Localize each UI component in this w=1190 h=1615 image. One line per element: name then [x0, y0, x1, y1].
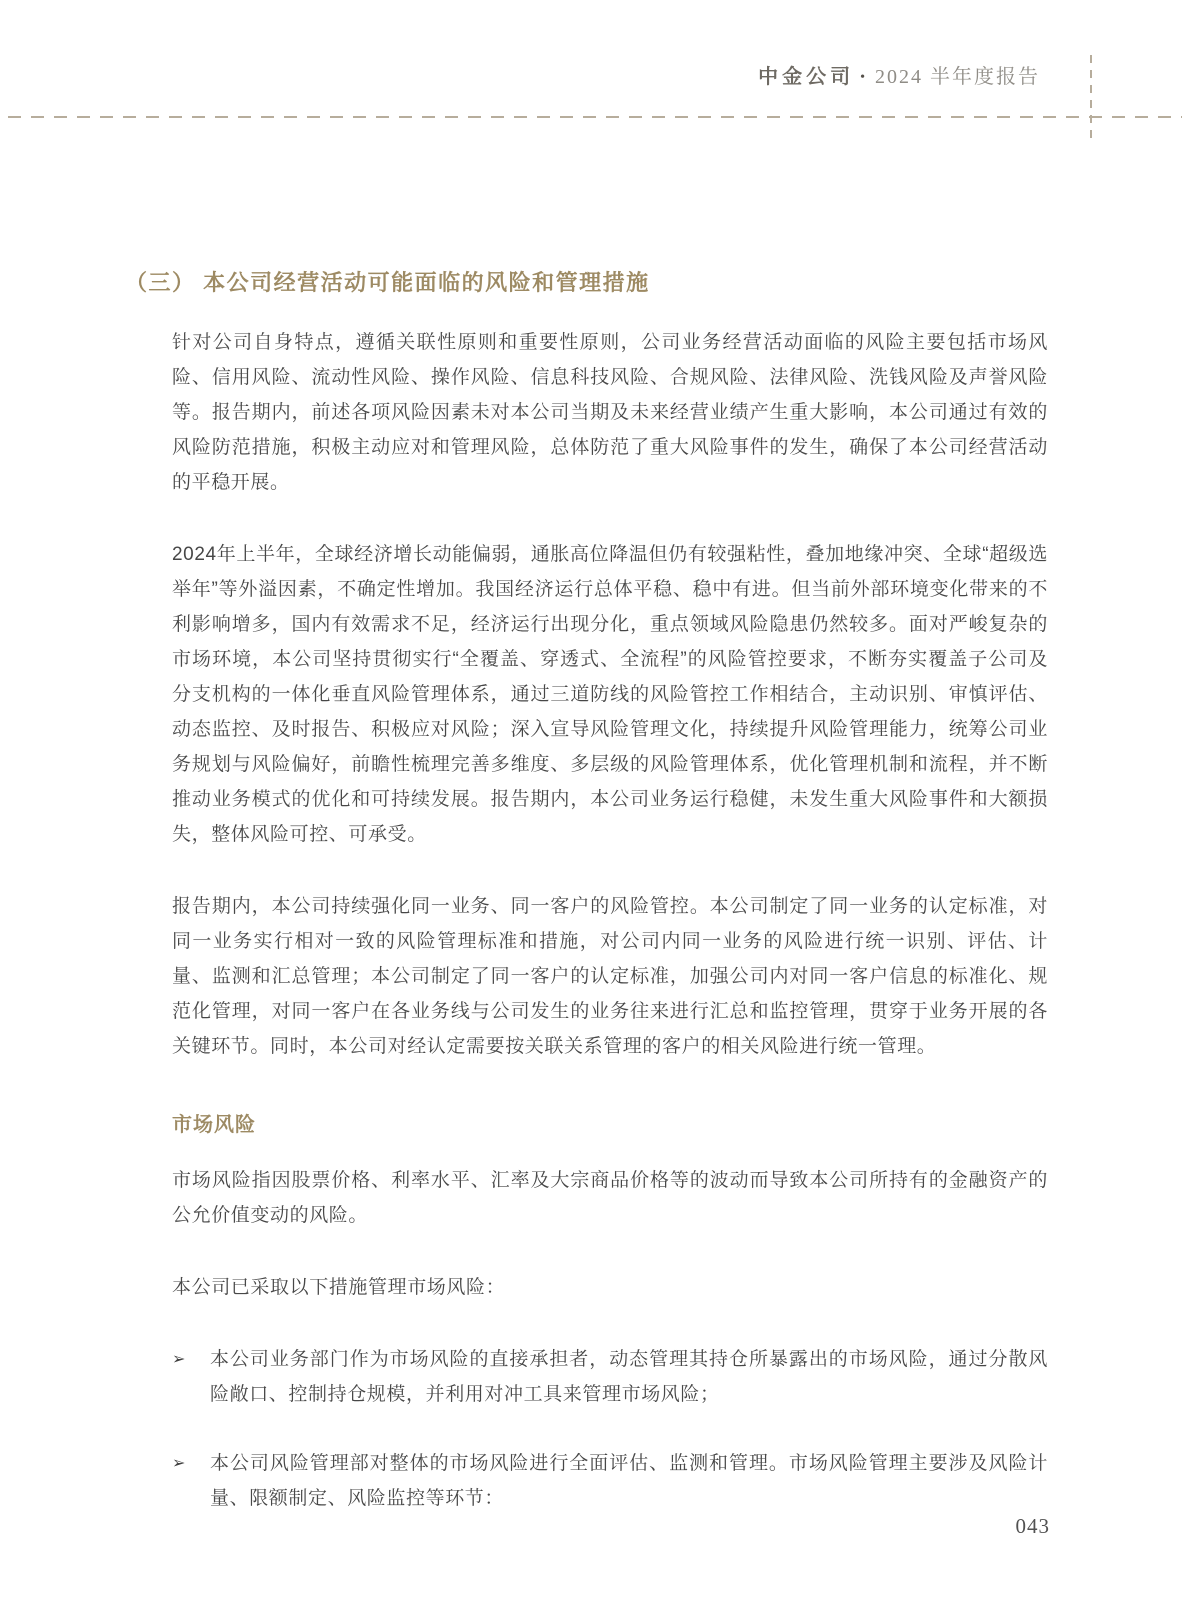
paragraph: 针对公司自身特点，遵循关联性原则和重要性原则，公司业务经营活动面临的风险主要包括市场风险、信用风险、流动性风险、操作风险、信息科技风险、合规风险、法律风险、洗钱风险及声誉风险等。报告期内，前述各项风险因素未对本公司当期及未来经营业绩产生重大影响，本公司通过有效的风险防范措施，积极主动应对和管理风险，总体防范了重大风险事件的发生，确保了本公司经营活动的平稳开展。: [172, 332, 1048, 493]
bullet-item: [172, 1446, 1048, 1516]
company-name: 中金公司: [758, 66, 855, 88]
bullet-separator-icon: •: [860, 70, 865, 85]
report-title: 2024 半年度报告: [875, 66, 1040, 88]
subsection-heading: 市场风险: [172, 1114, 256, 1136]
arrowhead-bullet-icon: ➢: [172, 1351, 186, 1368]
paragraph: 市场风险指因股票价格、利率水平、汇率及大宗商品价格等的波动而导致本公司所持有的金融资产的公允价值变动的风险。: [172, 1170, 1048, 1226]
bullet-text: 本公司业务部门作为市场风险的直接承担者，动态管理其持仓所暴露出的市场风险，通过分散风险敞口、控制持仓规模，并利用对冲工具来管理市场风险；: [210, 1349, 1048, 1405]
paragraph: 本公司已采取以下措施管理市场风险：: [172, 1277, 506, 1298]
paragraph: 报告期内，本公司持续强化同一业务、同一客户的风险管控。本公司制定了同一业务的认定标准，对同一业务实行相对一致的风险管理标准和措施，对公司内同一业务的风险进行统一识别、评估、计量、监测和汇总管理；本公司制定了同一客户的认定标准，加强公司内对同一客户信息的标准化、规范化管理，对同一客户在各业务线与公司发生的业务往来进行汇总和监控管理，贯穿于业务开展的各关键环节。同时，本公司对经认定需要按关联关系管理的客户的相关风险进行统一管理。: [172, 896, 1048, 1057]
vertical-dashed-divider: [1090, 55, 1092, 143]
section-heading: （三） 本公司经营活动可能面临的风险和管理措施: [125, 270, 650, 295]
arrowhead-bullet-icon: ➢: [172, 1455, 186, 1472]
paragraph: 2024年上半年，全球经济增长动能偏弱，通胀高位降温但仍有较强粘性，叠加地缘冲突、全球“超级选举年”等外溢因素，不确定性增加。我国经济运行总体平稳、稳中有进。但当前外部环境变化带来的不利影响增多，国内有效需求不足，经济运行出现分化，重点领域风险隐患仍然较多。面对严峻复杂的市场环境，本公司坚持贯彻实行“全覆盖、穿透式、全流程”的风险管控要求，不断夯实覆盖子公司及分支机构的一体化垂直风险管理体系，通过三道防线的风险管控工作相结合，主动识别、审慎评估、动态监控、及时报告、积极应对风险；深入宣导风险管理文化，持续提升风险管理能力，统筹公司业务规划与风险偏好，前瞻性梳理完善多维度、多层级的风险管理体系，优化管理机制和流程，并不断推动业务模式的优化和可持续发展。报告期内，本公司业务运行稳健，未发生重大风险事件和大额损失，整体风险可控、可承受。: [172, 544, 1048, 845]
bullet-item: [172, 1342, 1048, 1412]
page-number: 043: [1015, 1514, 1050, 1538]
bullet-text: 本公司风险管理部对整体的市场风险进行全面评估、监测和管理。市场风险管理主要涉及风险计量、限额制定、风险监控等环节：: [210, 1453, 1048, 1509]
main-content: [125, 266, 1048, 1550]
horizontal-dashed-divider: [8, 116, 1182, 118]
section-body: [172, 325, 1048, 1516]
page-header: [0, 60, 1040, 89]
